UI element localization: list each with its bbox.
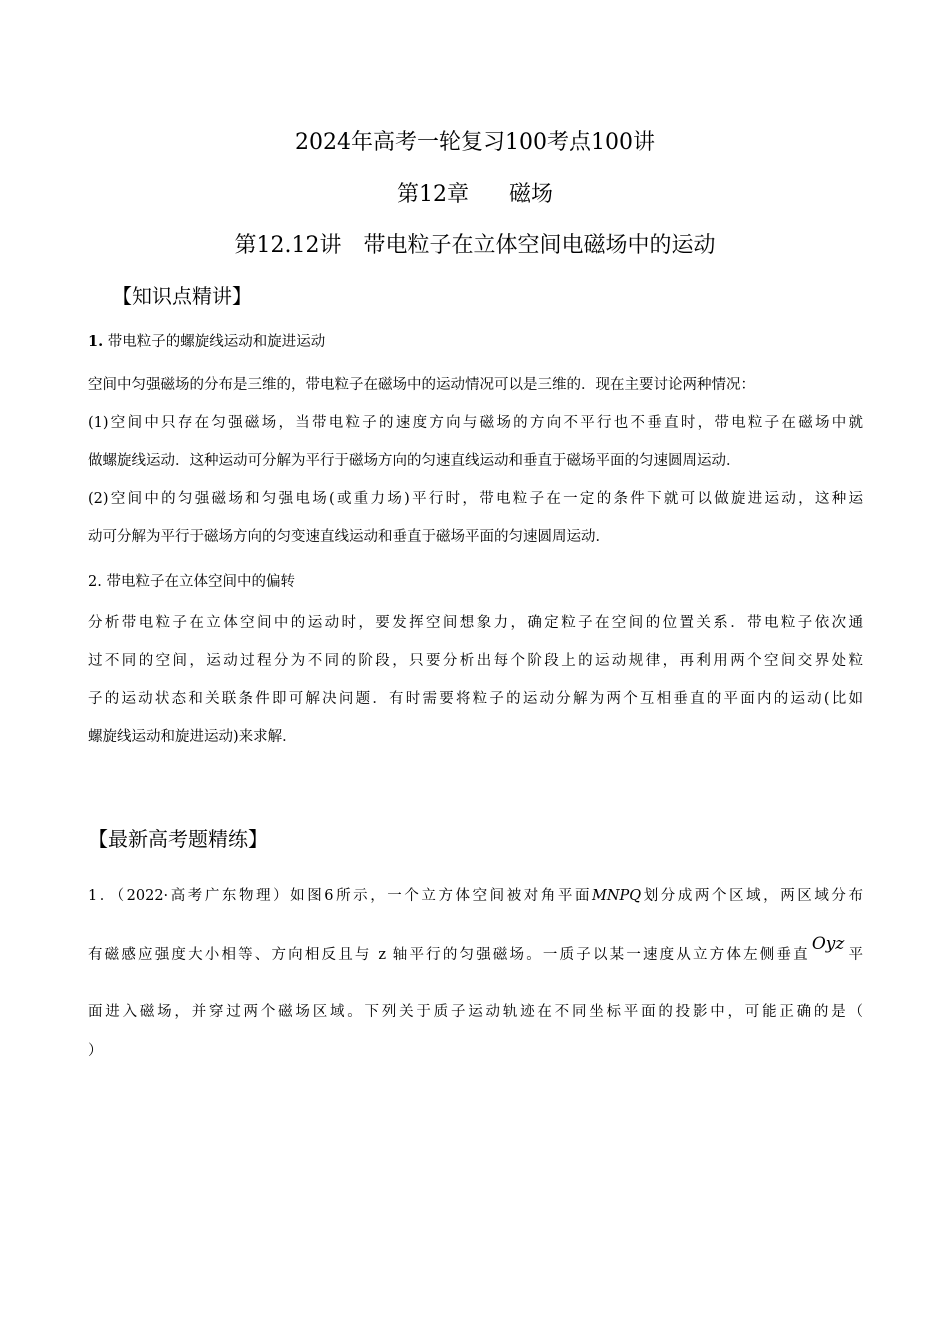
plane-mnpq: MNPQ	[592, 888, 642, 904]
lecture-title: 第12.12讲 带电粒子在立体空间电磁场中的运动	[234, 233, 716, 258]
knowledge-heading: 【知识点精讲】	[112, 284, 252, 308]
paragraph-line: (2)空间中的匀强磁场和匀强电场(或重力场)平行时，带电粒子在一定的条件下就可以做旋进运动，这种运	[88, 491, 863, 507]
chapter-title	[0, 177, 950, 208]
plane-oyz: Oyz	[811, 934, 845, 954]
paragraph-line: 过不同的空间，运动过程分为不同的阶段，只要分析出每个阶段上的运动规律，再利用两个空间交界处粒	[88, 653, 863, 669]
paragraph-line: (1)空间中只存在匀强磁场，当带电粒子的速度方向与磁场的方向不平行也不垂直时，带电粒子在磁场中就	[88, 415, 863, 431]
chapter-number: 第12章	[396, 182, 469, 207]
paragraph-line: 动可分解为平行于磁场方向的匀变速直线运动和垂直于磁场平面的匀速圆周运动．	[88, 529, 610, 545]
paragraph-line: 空间中匀强磁场的分布是三维的，带电粒子在磁场中的运动情况可以是三维的．现在主要讨论两种情况：	[88, 377, 755, 393]
chapter-name: 磁场	[508, 182, 553, 207]
question-line: 1．（2022·高考广东物理）如图6所示，一个立方体空间被对角平面MNPQ划分成两个区域，两区域分布	[88, 888, 863, 904]
question-line: 面进入磁场，并穿过两个磁场区域。下列关于质子运动轨迹在不同坐标平面的投影中，可能正确的是（	[88, 1004, 863, 1020]
question-line: 有磁感应强度大小相等、方向相反且与 z 轴平行的匀强磁场。一质子以某一速度从立方体左侧垂直Oyz平	[88, 934, 864, 963]
question-1	[88, 867, 863, 1079]
knowledge-item2-body	[88, 604, 863, 756]
knowledge-item1-body	[88, 366, 863, 556]
paragraph-line: 分析带电粒子在立体空间中的运动时，要发挥空间想象力，确定粒子在空间的位置关系．带电粒子依次通	[88, 615, 863, 631]
paragraph-line: 子的运动状态和关联条件即可解决问题．有时需要将粒子的运动分解为两个互相垂直的平面内的运动(比如	[88, 691, 863, 707]
exam-heading: 【最新高考题精练】	[88, 827, 268, 851]
item1-title: 带电粒子的螺旋线运动和旋进运动	[107, 334, 326, 350]
paragraph-line: 做螺旋线运动．这种运动可分解为平行于磁场方向的匀速直线运动和垂直于磁场平面的匀速圆周运动．	[88, 453, 741, 469]
question-line: ）	[88, 1043, 103, 1059]
paragraph-line: 螺旋线运动和旋进运动)来求解．	[88, 729, 297, 745]
knowledge-item2-heading: 2. 带电粒子在立体空间中的偏转	[88, 574, 295, 590]
knowledge-item1-heading	[88, 323, 325, 361]
document-title: 2024年高考一轮复习100考点100讲	[295, 130, 655, 155]
item1-number: 1.	[88, 333, 104, 350]
